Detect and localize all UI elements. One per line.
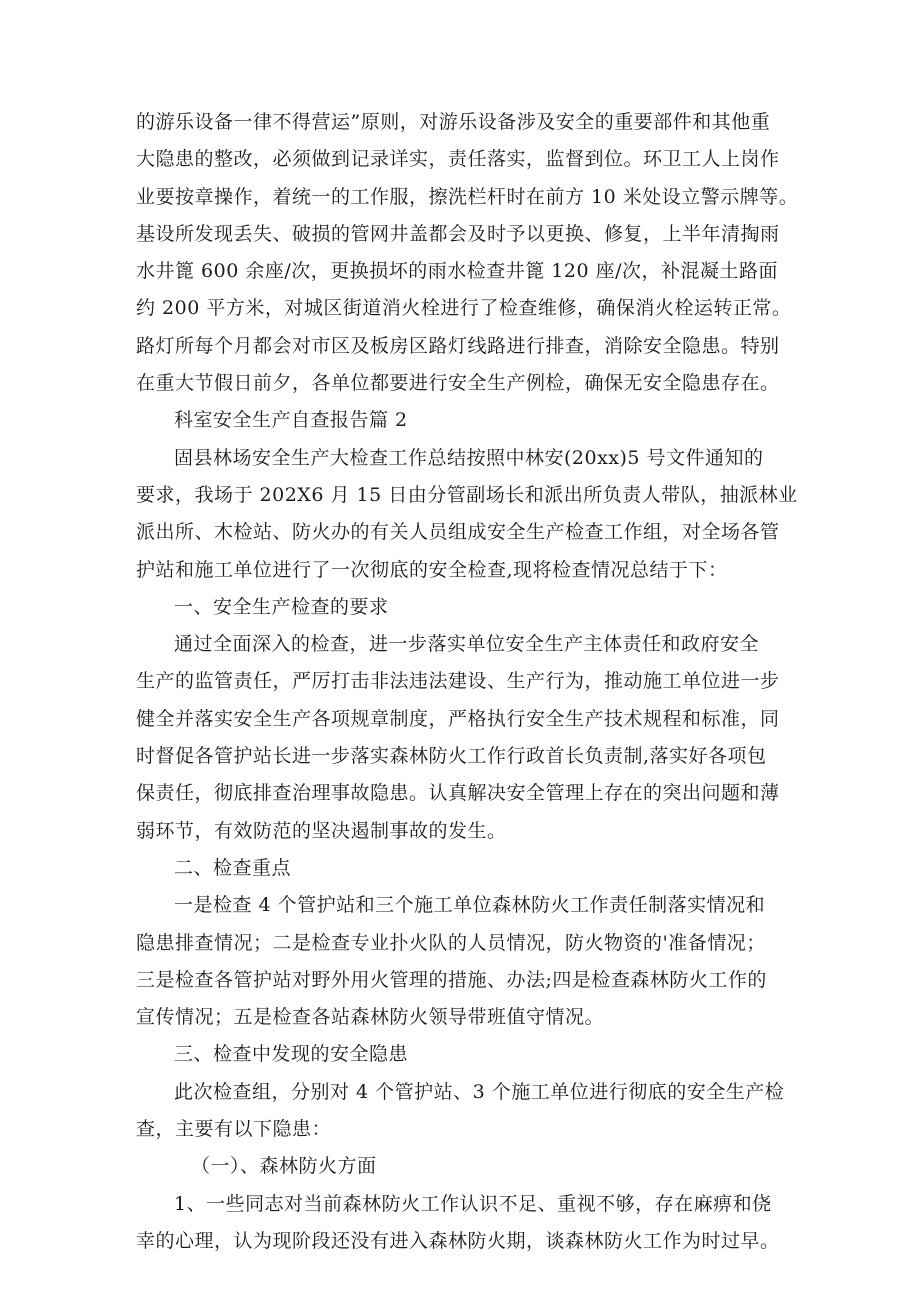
text-line: 此次检查组，分别对 4 个管护站、3 个施工单位进行彻底的安全生产检	[174, 1080, 785, 1103]
text-line: 基设所发现丢失、破损的管网井盖都会及时予以更换、修复，上半年清掏雨	[136, 222, 780, 245]
text-line: 固县林场安全生产大检查工作总结按照中林安(20xx)5 号文件通知的	[174, 446, 764, 469]
text-line: 约 200 平方米，对城区街道消火栓进行了检查维修，确保消火栓运转正常。	[136, 297, 792, 320]
text-line: 时督促各管护站长进一步落实森林防火工作行政首长负责制,落实好各项包	[136, 745, 767, 768]
text-line: 要求，我场于 202X6 月 15 日由分管副场长和派出所负责人带队，抽派林业	[136, 483, 798, 506]
text-line: 宣传情况；五是检查各站森林防火领导带班值守情况。	[136, 1006, 605, 1029]
text-line: 大隐患的整改，必须做到记录详实，责任落实，监督到位。环卫工人上岗作	[136, 148, 780, 171]
text-line: 的游乐设备一律不得营运”原则，对游乐设备涉及安全的重要部件和其他重	[136, 111, 771, 133]
text-line: 业要按章操作，着统一的工作服，擦洗栏杆时在前方 10 米处设立警示牌等。	[136, 185, 799, 208]
text-line: 保责任，彻底排查治理事故隐患。认真解决安全管理上存在的突出问题和薄	[136, 782, 780, 805]
text-line: 查，主要有以下隐患：	[136, 1118, 332, 1141]
text-line: 一、安全生产检查的要求	[174, 595, 389, 618]
text-line: 幸的心理，认为现阶段还没有进入森林防火期，谈森林防火工作为时过早。	[136, 1229, 780, 1252]
text-line: 护站和施工单位进行了一次彻底的安全检查,现将检查情况总结于下：	[136, 558, 728, 581]
text-line: 健全并落实安全生产各项规章制度，严格执行安全生产技术规程和标准，同	[136, 707, 780, 730]
text-line: （一）、森林防火方面	[191, 1155, 377, 1178]
text-line: 在重大节假日前夕，各单位都要进行安全生产例检，确保无安全隐患存在。	[136, 372, 780, 395]
text-line: 弱环节，有效防范的坚决遏制事故的发生。	[136, 819, 507, 842]
text-line: 1、一些同志对当前森林防火工作认识不足、重视不够，存在麻痹和侥	[174, 1192, 772, 1215]
text-line: 隐患排查情况；二是检查专业扑火队的人员情况，防火物资的'准备情况；	[136, 931, 766, 954]
text-line: 三、检查中发现的安全隐患	[174, 1043, 409, 1066]
document-body	[136, 104, 798, 1260]
text-line: 水井篦 600 余座/次，更换损坏的雨水检查井篦 120 座/次，补混凝土路面	[136, 260, 778, 283]
text-line: 科室安全生产自查报告篇 2	[174, 409, 408, 432]
text-line: 通过全面深入的检查，进一步落实单位安全生产主体责任和政府安全	[174, 633, 760, 656]
text-line: 一是检查 4 个管护站和三个施工单位森林防火工作责任制落实情况和	[174, 894, 766, 917]
text-line: 三是检查各管护站对野外用火管理的措施、办法;四是检查森林防火工作的	[136, 968, 767, 991]
text-line: 派出所、木检站、防火办的有关人员组成安全生产检查工作组，对全场各管	[136, 521, 780, 544]
text-line: 二、检查重点	[174, 856, 292, 879]
text-line: 生产的监管责任，严厉打击非法违法建设、生产行为，推动施工单位进一步	[136, 670, 780, 693]
text-line: 路灯所每个月都会对市区及板房区路灯线路进行排查，消除安全隐患。特别	[136, 334, 780, 357]
